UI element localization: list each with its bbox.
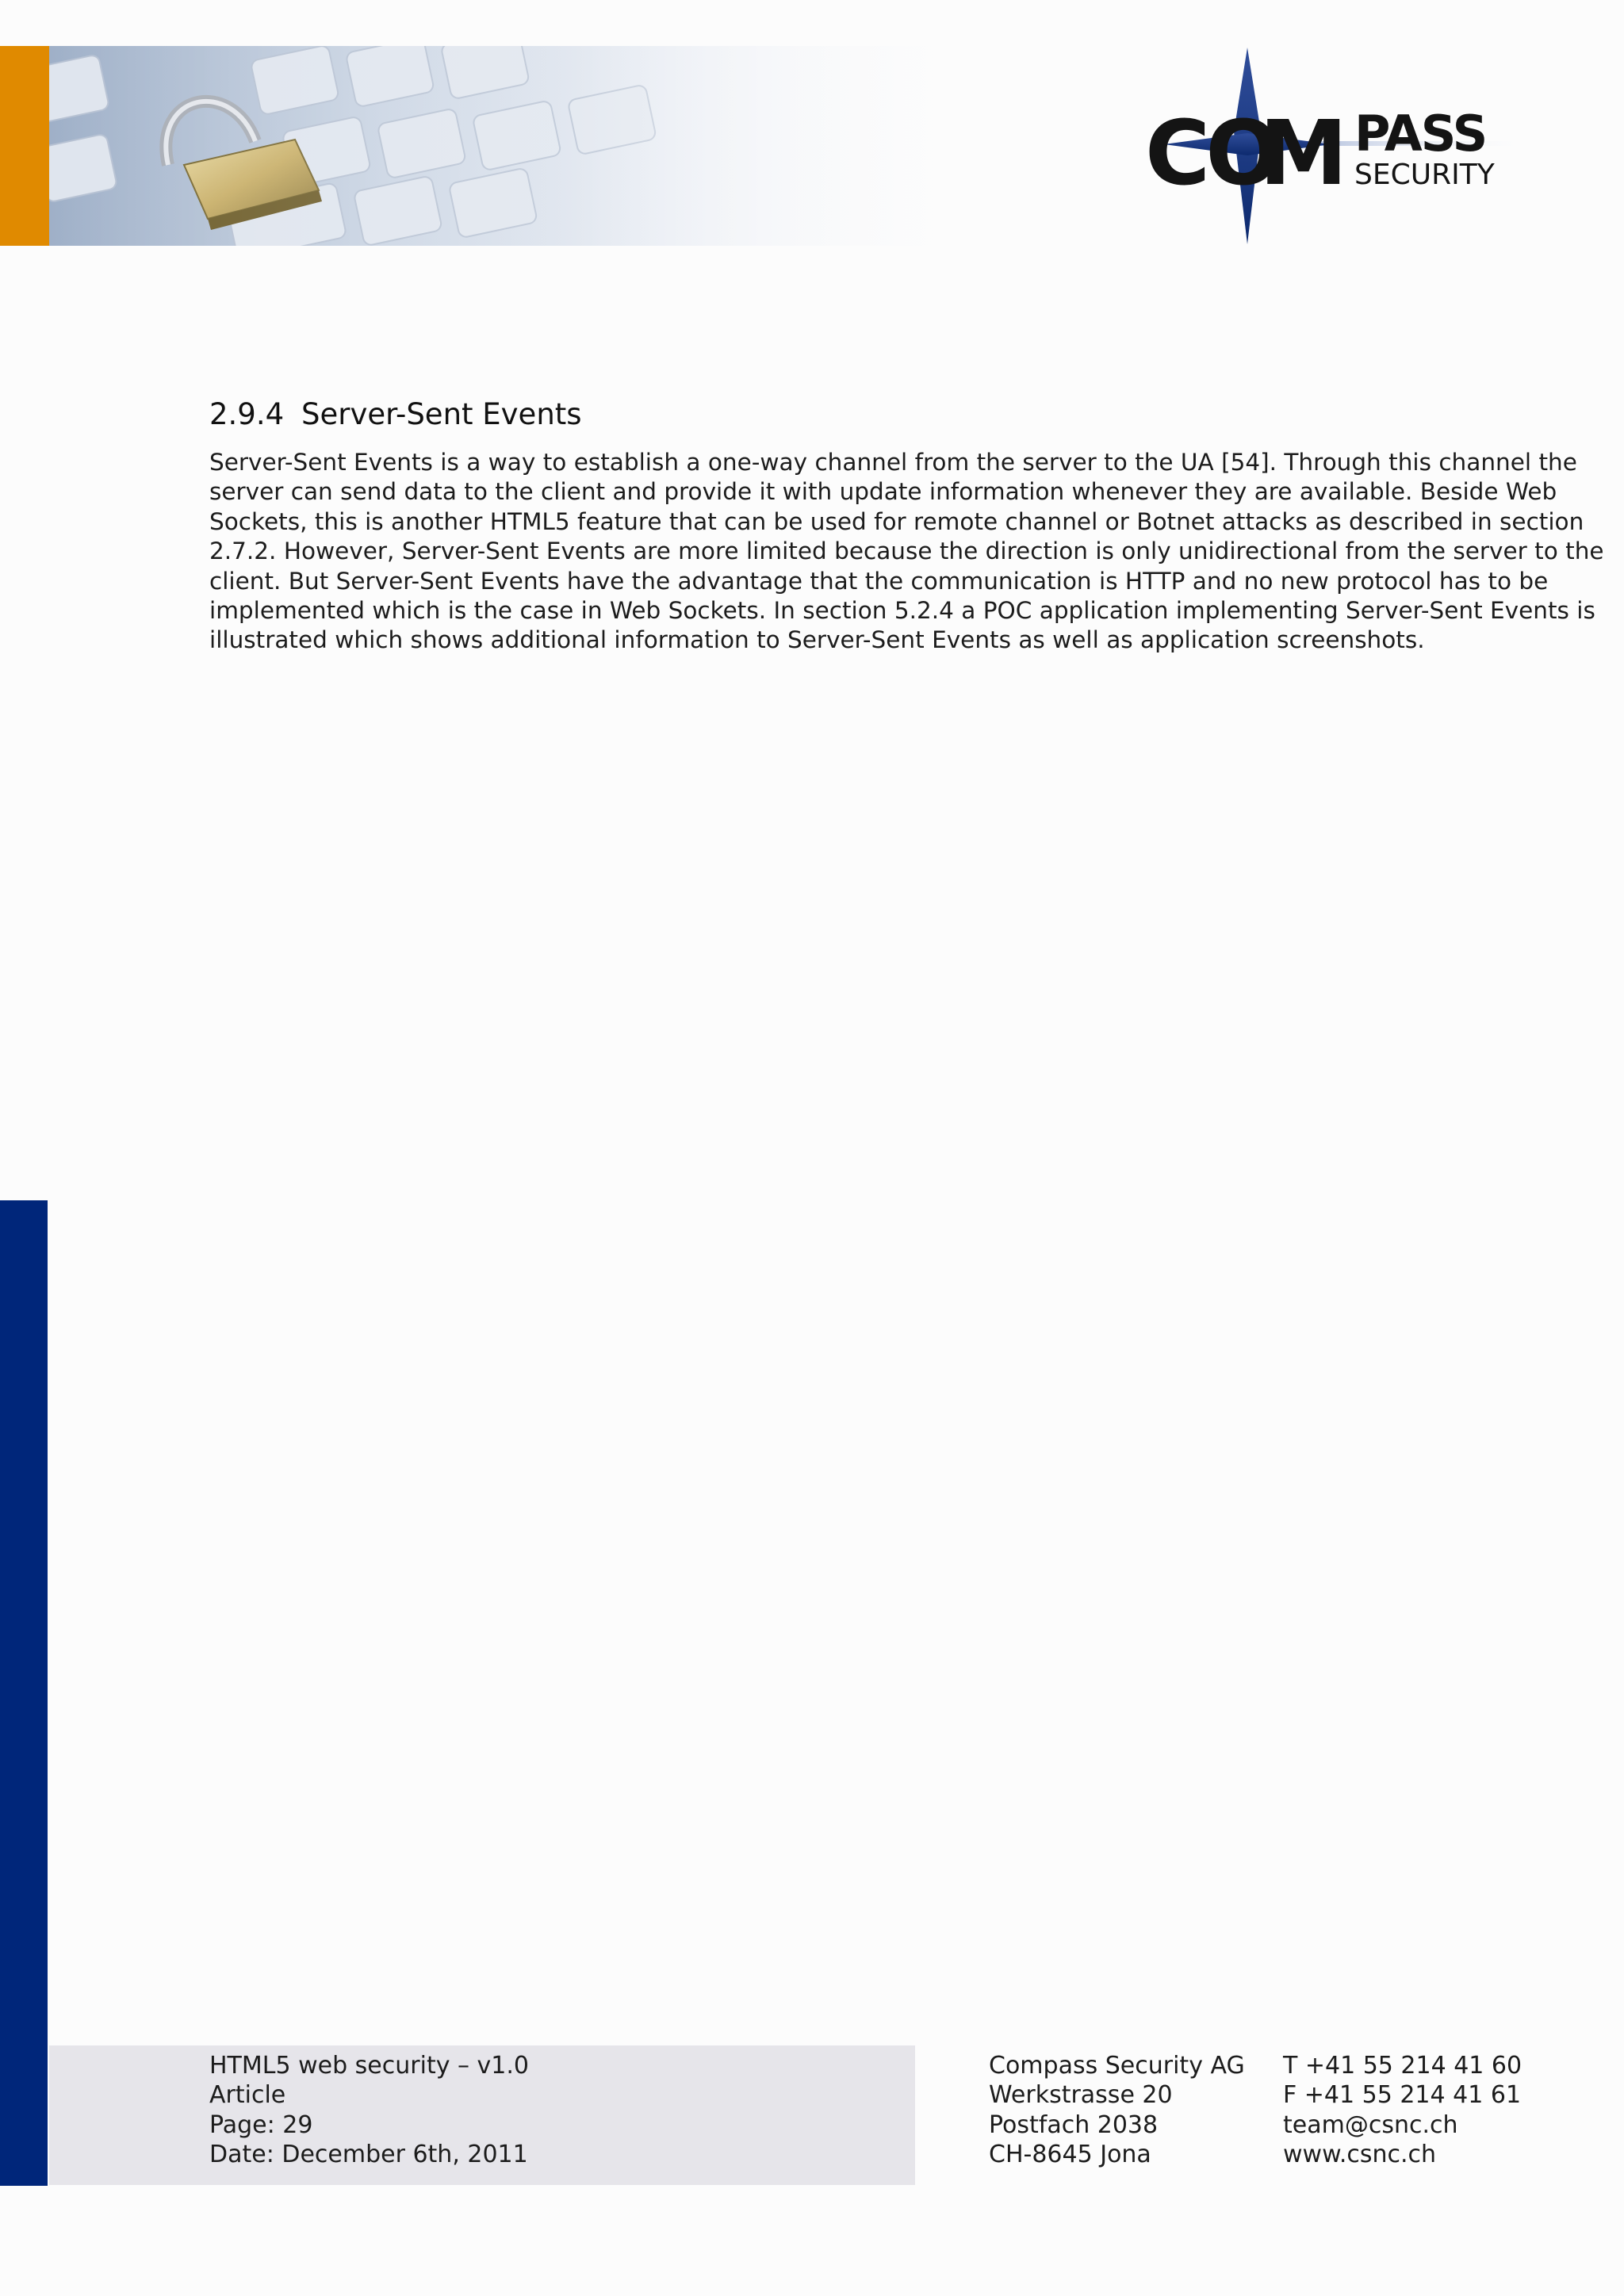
section-body (209, 448, 1604, 656)
section-heading (209, 395, 582, 434)
svg-text:PASS: PASS (1354, 105, 1487, 163)
body-line: Server-Sent Events is a way to establish a one-way channel from the server to the UA [54]. Through this channel the (209, 449, 1577, 476)
footer-doc-title: HTML5 web security – v1.0 (209, 2052, 529, 2080)
body-line: Sockets, this is another HTML5 feature that can be used for remote channel or Botnet attacks as described in section (209, 507, 1584, 535)
svg-text:CO: CO (1145, 102, 1277, 205)
footer-contact (1283, 2051, 1522, 2170)
body-line: client. But Server-Sent Events have the advantage that the communication is HTTP and no new protocol has to be (209, 567, 1549, 595)
footer-date: Date: December 6th, 2011 (209, 2141, 528, 2169)
footer-po-box: Postfach 2038 (989, 2110, 1159, 2139)
header-accent-tab (0, 46, 49, 246)
svg-text:SECURITY: SECURITY (1354, 159, 1495, 191)
left-accent-bar (0, 1200, 48, 2186)
body-line: 2.7.2. However, Server-Sent Events are more limited because the direction is only unidirectional from the server to the (209, 538, 1604, 565)
footer-doc-type: Article (209, 2081, 286, 2110)
footer-email[interactable]: team@csnc.ch (1283, 2110, 1458, 2139)
footer-street: Werkstrasse 20 (989, 2081, 1173, 2110)
svg-text:M: M (1259, 102, 1345, 205)
footer-phone: T +41 55 214 41 60 (1283, 2052, 1522, 2080)
footer-document-info (209, 2051, 529, 2170)
body-line: implemented which is the case in Web Sockets. In section 5.2.4 a POC application implementing Server-Sent Events is (209, 596, 1595, 624)
footer-website[interactable]: www.csnc.ch (1283, 2141, 1437, 2169)
footer-address (989, 2051, 1245, 2170)
footer-fax: F +41 55 214 41 61 (1283, 2081, 1522, 2110)
section-title: Server-Sent Events (301, 397, 582, 431)
body-line: illustrated which shows additional information to Server-Sent Events as well as application screenshots. (209, 626, 1425, 654)
footer-company: Compass Security AG (989, 2052, 1245, 2080)
section-number: 2.9.4 (209, 397, 285, 431)
footer-page-number: Page: 29 (209, 2110, 313, 2139)
body-line: server can send data to the client and provide it with update information whenever they are available. Beside Web (209, 478, 1557, 506)
compass-security-logo (1116, 44, 1545, 247)
footer-city: CH-8645 Jona (989, 2141, 1151, 2169)
header-banner-image (49, 46, 1001, 246)
